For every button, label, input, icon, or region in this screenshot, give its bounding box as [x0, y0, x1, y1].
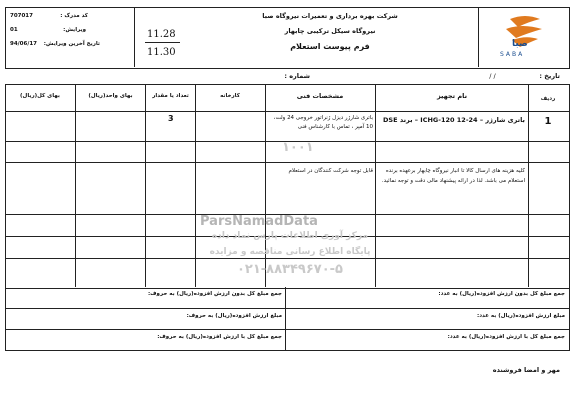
- form-code-value: 707017: [10, 13, 33, 19]
- saba-logo: [490, 13, 560, 61]
- col-header-item-name: نام تجهیز: [436, 92, 468, 100]
- revision-label: ویرایش:: [63, 27, 86, 33]
- logo-subtext: SABA: [500, 51, 525, 58]
- note-shipping-costs: کلیه هزینه های ارسال کالا تا انبار نیروگاه چابهار برعهده برنده استعلام می باشد. لذا در ارائه پیشنهاد مالی دقت و توجه نمائید.: [381, 168, 525, 184]
- vat-amount-number: مبلغ ارزش افزوده(ریال) به عدد:: [477, 313, 565, 319]
- watermark-phone: ۰۲۱-۸۸۳۴۹۶۷۰-۵: [236, 262, 343, 277]
- vat-amount-words: مبلغ ارزش افزوده(ریال) به حروف:: [186, 313, 282, 319]
- last-revision-value: 94/06/17: [10, 41, 37, 47]
- revision-value: 01: [10, 27, 18, 33]
- seller-signature-label: مهر و امضا فروشنده: [492, 366, 560, 374]
- row-1-item-name: باتری شارژر – 24-12 ICHG-120 – برند DSE: [383, 116, 525, 124]
- watermark-center: مرکز آوری اطلاعات پارس نماد داده: [211, 231, 369, 241]
- date-value: / /: [489, 72, 496, 80]
- company-name: شرکت بهره برداری و تعمیرات نیروگاه صبا: [262, 12, 398, 20]
- form-title: فرم پیوست استعلام: [290, 42, 370, 51]
- handwritten-number-1: 11.28: [147, 29, 176, 40]
- watermark-brand: ParsNamadData: [200, 214, 318, 229]
- logo-text: صبا: [512, 39, 528, 49]
- col-header-row: ردیف: [540, 96, 556, 102]
- total-with-vat-words: جمع مبلغ کل با ارزش افزوده(ریال) به حروف:: [157, 334, 282, 340]
- col-header-technical-specs: مشخصات فنی: [296, 92, 344, 100]
- handwritten-number-2: 11.30: [147, 47, 176, 58]
- row-1-quantity: 3: [168, 114, 174, 123]
- plant-name: نیروگاه سیکل ترکیبی چابهار: [284, 27, 376, 35]
- number-label: شماره :: [284, 72, 310, 80]
- form-code-label: کد مدرک :: [60, 13, 88, 19]
- date-label: تاریخ :: [539, 72, 560, 80]
- col-header-unit-price: بهای واحد(ریال): [88, 93, 133, 99]
- total-with-vat-number: جمع مبلغ کل با ارزش افزوده(ریال) به عدد:: [447, 334, 565, 340]
- watermark-number: ۱۰۰۱: [282, 140, 314, 155]
- watermark-portal: پایگاه اطلاع رسانی مناقصه و مزایده: [209, 247, 371, 257]
- col-header-factory: کارخانه: [220, 93, 240, 99]
- note-participants: قابل توجه شرکت کنندگان در استعلام: [288, 168, 373, 174]
- row-1-number: 1: [544, 116, 552, 127]
- col-header-total-price: بهای کل(ریال): [20, 93, 60, 99]
- last-revision-label: تاریخ آخرین ویرایش:: [43, 41, 100, 47]
- col-header-quantity: تعداد یا مقدار: [152, 93, 189, 99]
- total-without-vat-words: جمع مبلغ کل بدون ارزش افزوده(ریال) به حروف:: [147, 291, 282, 297]
- total-without-vat-number: جمع مبلغ کل بدون ارزش افزوده(ریال) به عدد:: [438, 291, 565, 297]
- row-1-technical-specs: باتری شارژر دیزل ژنراتور خروجی 24 ولت، 10 آمپر ، تماس با کارشناس فنی: [273, 115, 373, 130]
